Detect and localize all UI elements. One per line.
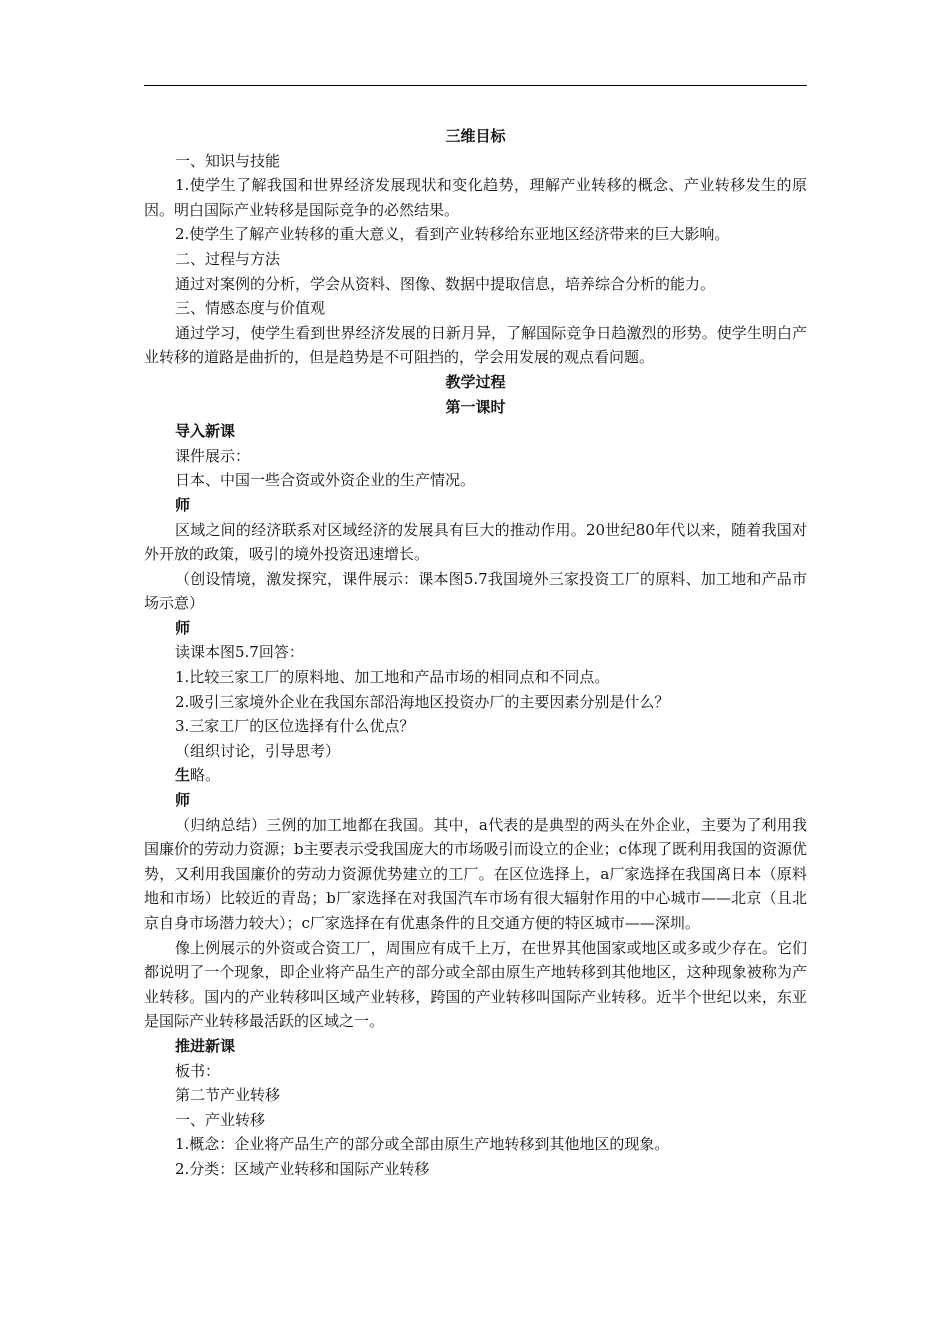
teacher-label-1: 师 (175, 495, 191, 514)
read-prompt: 读课本图5.7回答： (175, 643, 304, 662)
discussion-note: （组织讨论，引导思考） (175, 741, 341, 760)
document-body (144, 124, 807, 1182)
teacher-label-2: 师 (175, 618, 191, 637)
concept-line: 1.概念：企业将产品生产的部分或全部由原生产地转移到其他地区的现象。 (175, 1135, 670, 1154)
goals-section-3: 三、情感态度与价值观 (175, 299, 326, 318)
question-2: 2.吸引三家境外企业在我国东部沿海地区投资办厂的主要因素分别是什么？ (175, 692, 670, 711)
student-text: 略。 (190, 766, 221, 785)
question-3: 3.三家工厂的区位选择有什么优点？ (175, 717, 415, 736)
board-label: 板书： (175, 1061, 221, 1080)
courseware-text: 日本、中国一些合资或外资企业的生产情况。 (175, 471, 476, 490)
student-label: 生 (175, 766, 191, 785)
goals-paragraph-1: 1.使学生了解我国和世界经济发展现状和变化趋势，理解产业转移的概念、产业转移发生的原因。明白国际产业转移是国际竞争的必然结果。 (144, 176, 807, 219)
process-title: 教学过程 (445, 372, 506, 391)
goals-paragraph-3: 通过对案例的分析，学会从资料、图像、数据中提取信息，培养综合分析的能力。 (175, 274, 716, 293)
goals-paragraph-2: 2.使学生了解产业转移的重大意义，看到产业转移给东亚地区经济带来的巨大影响。 (175, 225, 730, 244)
process-subtitle: 第一课时 (445, 397, 506, 416)
student-line (144, 763, 807, 788)
courseware-label: 课件展示： (175, 446, 251, 465)
goals-paragraph-4: 通过学习，使学生看到世界经济发展的日新月异，了解国际竞争日趋激烈的形势。使学生明白产业转移的道路是曲折的，但是趋势是不可阻挡的，学会用发展的观点看问题。 (144, 323, 807, 367)
goals-title: 三维目标 (445, 127, 506, 145)
teacher-label-3: 师 (175, 791, 191, 810)
section-title: 第二节产业转移 (175, 1086, 281, 1105)
phenomenon-paragraph: 像上例展示的外资或合资工厂，周围应有成千上万，在世界其他国家或地区或多或少存在。它们都说明了一个现象，即企业将产品生产的部分或全部由原生产地转移到其他地区，这种现象被称为产业转移。国内的产业转移叫区域产业转移，跨国的产业转移叫国际产业转移。近半个世纪以来，东亚是国际产业转移最活跃的区域之一。 (144, 938, 807, 1031)
intro-heading: 导入新课 (175, 422, 236, 441)
teacher-note-1: （创设情境，激发探究，课件展示：课本图5.7我国境外三家投资工厂的原料、加工地和产品市场示意） (144, 569, 807, 613)
header-rule (144, 85, 807, 86)
summary-paragraph: （归纳总结）三例的加工地都在我国。其中，a代表的是典型的两头在外企业，主要为了利用我国廉价的劳动力资源；b主要表示受我国庞大的市场吸引而设立的企业；c体现了既利用我国的资源优势，又利用我国廉价的劳动力资源优势建立的工厂。在区位选择上，a厂家选择在我国离日本（原料地和市场）比较近的青岛；b厂家选择在对我国汽车市场有很大辐射作用的中心城市——北京（且北京自身市场潜力较大）；c厂家选择在有优惠条件的且交通方便的特区城市——深圳。 (144, 815, 808, 932)
teacher-text-1: 区域之间的经济联系对区域经济的发展具有巨大的推动作用。20世纪80年代以来，随着我国对外开放的政策，吸引的境外投资迅速增长。 (144, 520, 807, 564)
question-1: 1.比较三家工厂的原料地、加工地和产品市场的相同点和不同点。 (175, 668, 610, 687)
advance-heading: 推进新课 (175, 1036, 236, 1055)
goals-section-2: 二、过程与方法 (175, 249, 281, 268)
goals-section-1: 一、知识与技能 (175, 151, 281, 170)
point-1: 一、产业转移 (175, 1110, 266, 1129)
category-line: 2.分类：区域产业转移和国际产业转移 (175, 1159, 430, 1178)
